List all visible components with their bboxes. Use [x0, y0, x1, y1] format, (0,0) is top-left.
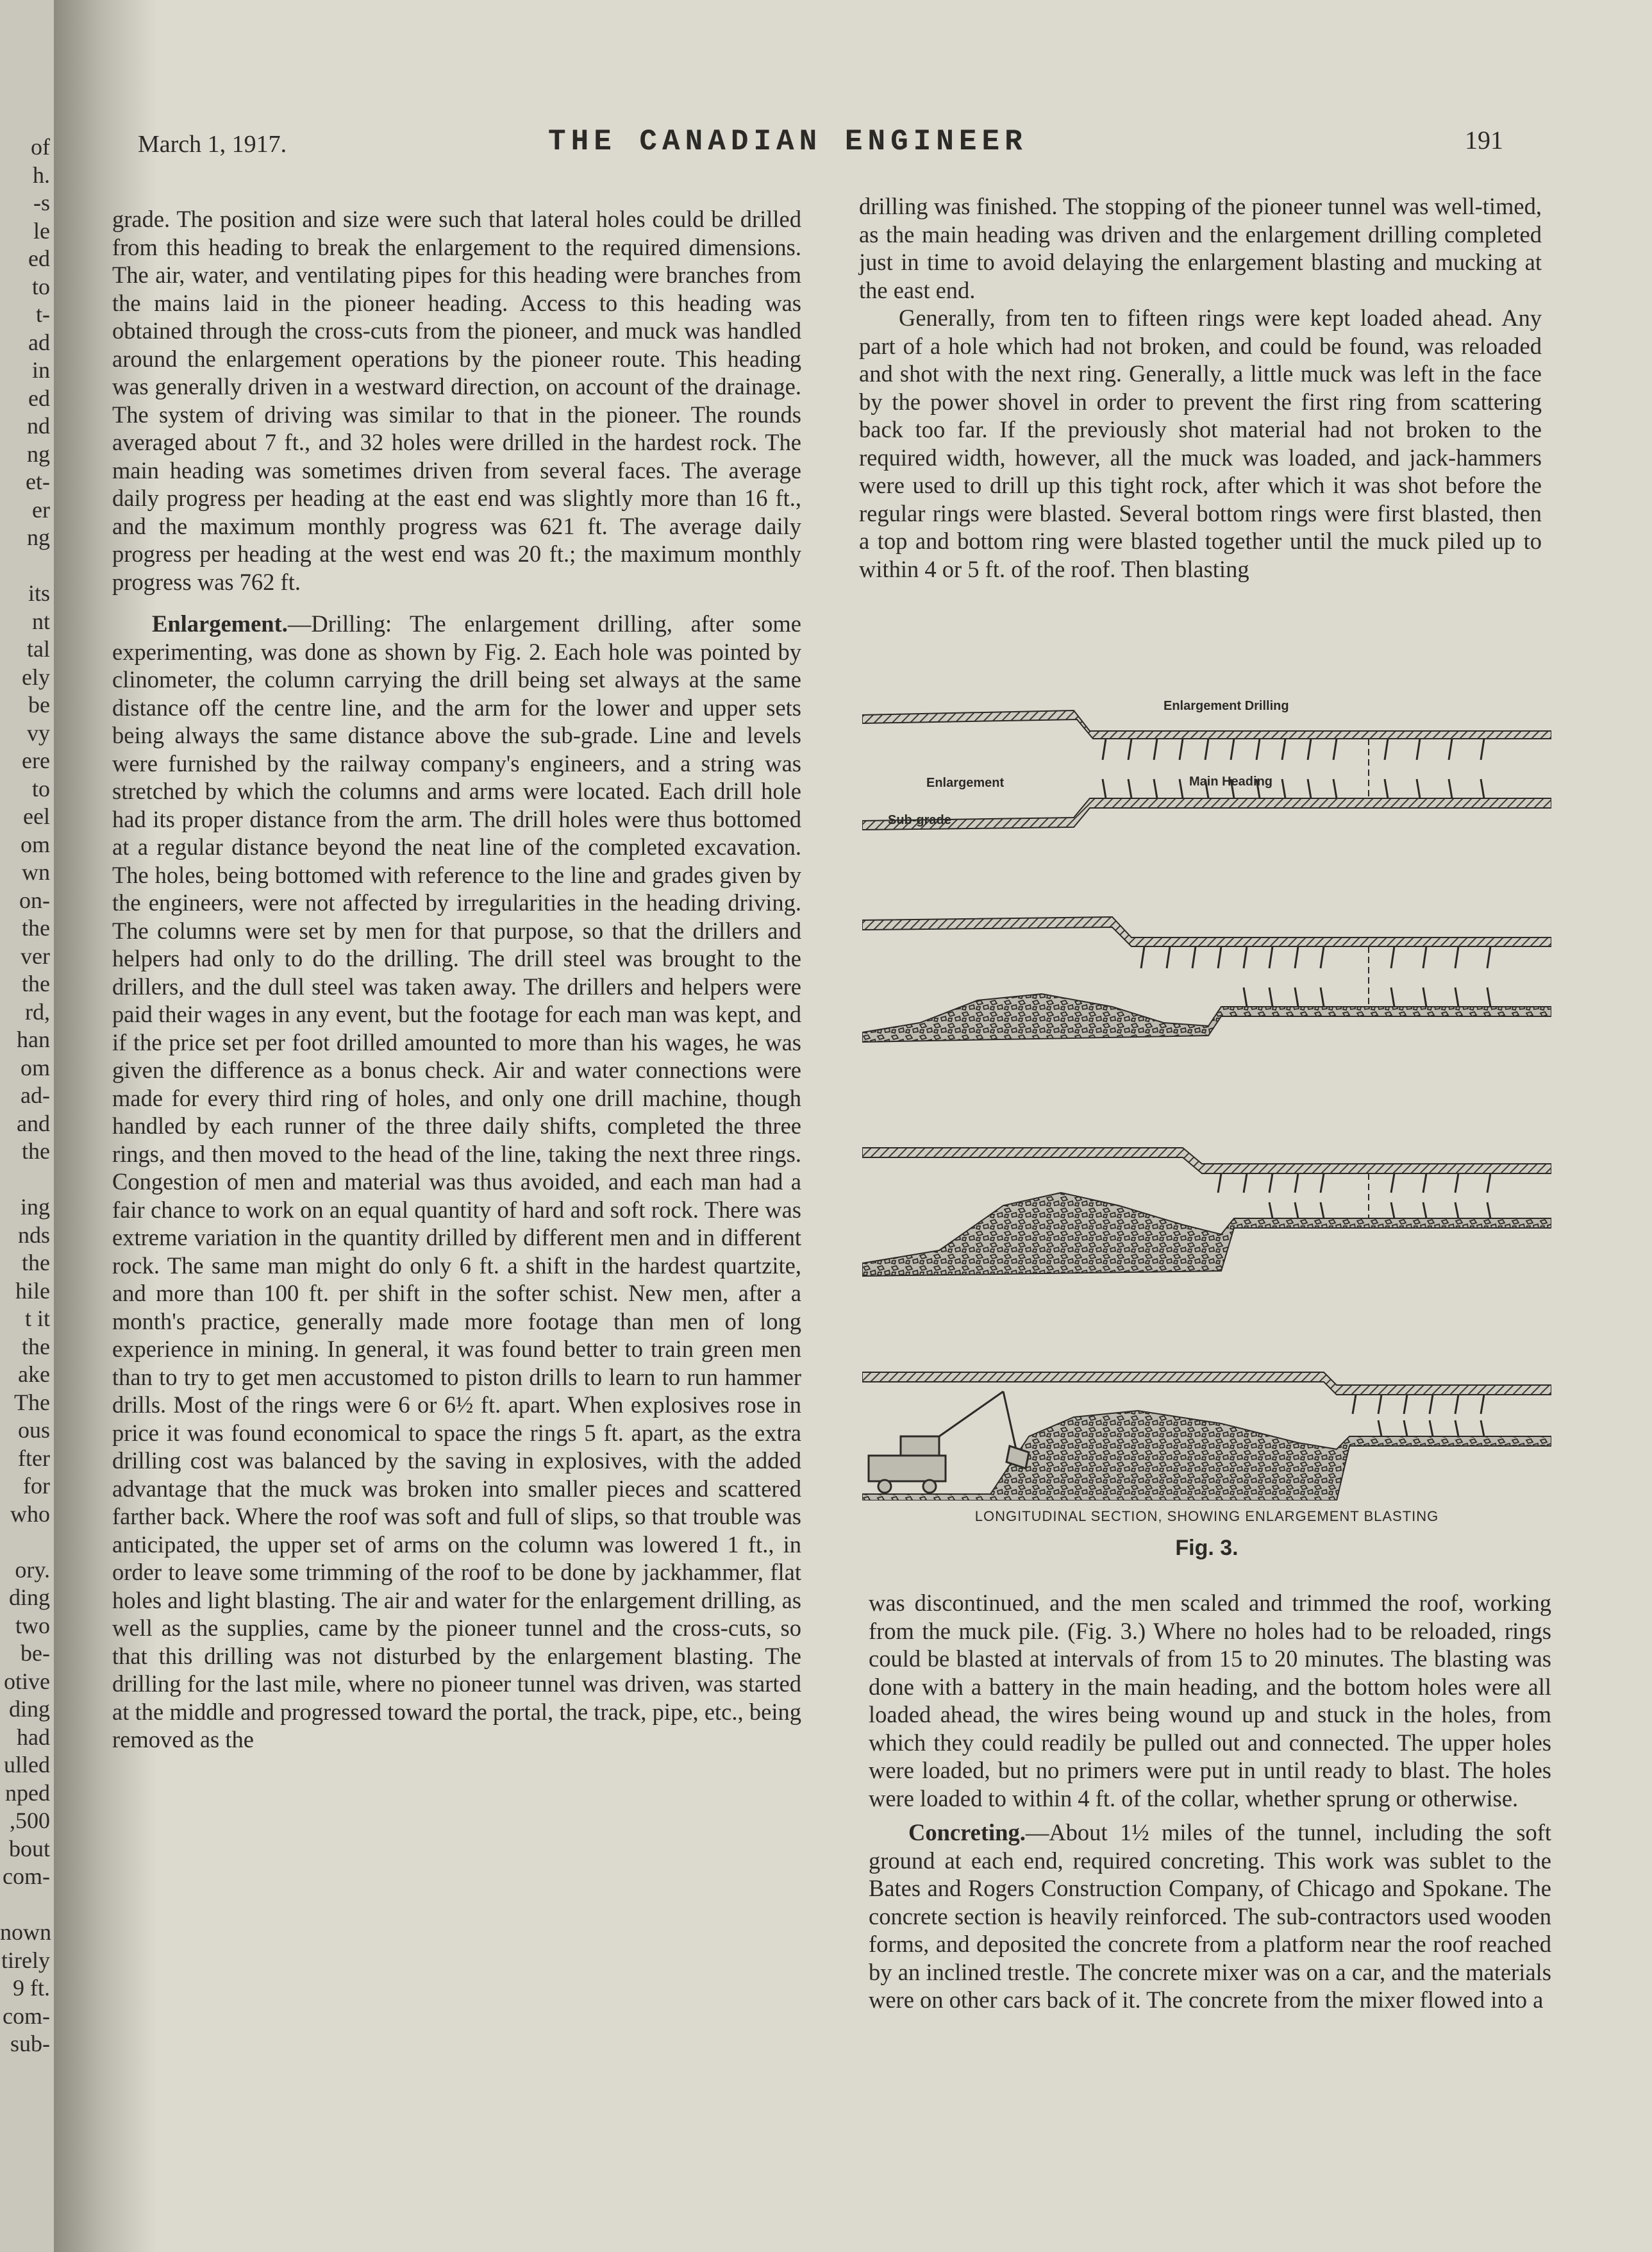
- previous-page-fragment: om: [20, 1054, 50, 1080]
- previous-page-fragment: et-: [26, 469, 50, 494]
- running-header: [138, 125, 1503, 164]
- previous-page-fragment: and: [17, 1110, 50, 1136]
- previous-page-fragment: had: [17, 1724, 50, 1750]
- label-enlargement-drilling: Enlargement Drilling: [1164, 699, 1289, 713]
- previous-page-fragment: be: [28, 692, 50, 718]
- previous-page-fragment: tal: [27, 636, 50, 662]
- previous-page-text-fragments: [0, 0, 54, 2058]
- previous-page-fragment: ed: [28, 385, 50, 411]
- previous-page-fragment: t-: [36, 301, 50, 327]
- previous-page-fragment: om: [20, 831, 50, 857]
- previous-page-edge: [0, 0, 54, 2252]
- previous-page-fragment: for: [23, 1473, 50, 1499]
- journal-title: THE CANADIAN ENGINEER: [548, 125, 1028, 158]
- previous-page-fragment: the: [22, 915, 50, 941]
- previous-page-fragment: of: [31, 134, 50, 160]
- previous-page-fragment: two: [15, 1612, 50, 1638]
- header-date: March 1, 1917.: [138, 131, 287, 158]
- previous-page-fragment: rd,: [25, 998, 50, 1025]
- figure-3: [862, 699, 1551, 1590]
- page-number: 191: [1465, 126, 1503, 155]
- previous-page-fragment: on-: [19, 887, 50, 913]
- previous-page-fragment: ely: [22, 664, 50, 690]
- paragraph-enlargement: [112, 610, 801, 1754]
- previous-page-fragment: nds: [17, 1222, 50, 1248]
- paragraph-pioneer-continuation: grade. The position and size were such that lateral holes could be drilled from this heading to break the enlargement to the required dimensions. The air, water, and ventilating pipes for this heading were branches from the mains laid in the pioneer heading. Access to this heading was obtained through the cross-cuts from the pioneer, and muck was handled around the enlargement operations by the pioneer route. This heading was generally driven in a westward direction, on account of the drainage. The system of driving was similar to that in the pioneer. The rounds averaged about 7 ft., and 32 holes were drilled in the hardest rock. The main heading was sometimes driven from several faces. The average daily progress per heading at the east end was slightly more than 16 ft., and the maximum monthly progress was 621 ft. The average daily progress per heading at the west end was 20 ft.; the maximum monthly progress was 762 ft.: [112, 206, 801, 595]
- previous-page-fragment: nd: [27, 413, 50, 439]
- previous-page-fragment: ulled: [4, 1752, 50, 1777]
- previous-page-fragment: ous: [17, 1417, 50, 1443]
- previous-page-fragment: the: [22, 971, 50, 996]
- previous-page-fragment: com-: [3, 1863, 50, 1889]
- previous-page-fragment: the: [22, 1138, 50, 1164]
- previous-page-fragment: bout: [8, 1835, 50, 1861]
- previous-page-fragment: [0, 552, 50, 580]
- previous-page-fragment: t it: [24, 1306, 50, 1331]
- previous-page-fragment: ng: [27, 525, 50, 550]
- previous-page-fragment: ing: [20, 1194, 50, 1220]
- previous-page-fragment: who: [10, 1500, 50, 1527]
- previous-page-fragment: 9 ft.: [13, 1975, 50, 2001]
- previous-page-fragment: le: [33, 217, 50, 244]
- previous-page-fragment: ng: [27, 441, 50, 467]
- right-column-bottom: [869, 1589, 1551, 2014]
- longitudinal-section-diagram: [862, 699, 1551, 1500]
- previous-page-fragment: ad: [28, 329, 50, 355]
- previous-page-fragment: ake: [18, 1361, 50, 1387]
- figure-label: Fig. 3.: [1175, 1536, 1239, 1560]
- previous-page-fragment: in: [31, 357, 50, 383]
- previous-page-fragment: the: [22, 1333, 50, 1359]
- previous-page-fragment: wn: [22, 859, 50, 885]
- paragraph-concreting: [869, 1819, 1551, 2014]
- previous-page-fragment: ver: [21, 943, 50, 969]
- previous-page-fragment: ed: [28, 246, 50, 271]
- label-enlargement: Enlargement: [926, 776, 1005, 790]
- previous-page-fragment: ere: [22, 748, 50, 773]
- previous-page-fragment: be-: [21, 1640, 50, 1666]
- previous-page-fragment: nown: [0, 1919, 51, 1945]
- label-sub-grade: Sub-grade: [888, 813, 951, 827]
- previous-page-fragment: -s: [33, 190, 50, 215]
- previous-page-fragment: ding: [8, 1696, 50, 1722]
- previous-page-fragment: tirely: [1, 1947, 50, 1973]
- paragraph-rings-loaded: Generally, from ten to fifteen rings were kept loaded ahead. Any part of a hole which had not broken, and could be found, was reloaded and shot with the next ring. Generally, a little muck was left in the face by the power shovel in order to prevent the first ring from scattering back too far. If the previously shot material had not broken to the required width, however, all the muck was loaded, and jack-hammers were used to drill up this tight rock, after which it was shot before the regular rings were blasted. Several bottom rings were first blasted, then a top and bottom ring were blasted together until the muck piled up to within 4 or 5 ft. of the roof. Then blasting: [859, 305, 1542, 582]
- section-heading-enlargement: Enlargement.: [152, 610, 288, 637]
- right-column-top: [859, 192, 1542, 583]
- previous-page-fragment: The: [14, 1389, 50, 1415]
- left-column: [112, 205, 801, 1754]
- figure-caption: LONGITUDINAL SECTION, SHOWING ENLARGEMENT BLASTING: [974, 1508, 1439, 1524]
- section-heading-concreting: Concreting.: [908, 1819, 1026, 1845]
- previous-page-fragment: nt: [31, 608, 50, 634]
- previous-page-fragment: its: [28, 580, 50, 606]
- previous-page-fragment: ad-: [21, 1082, 50, 1108]
- previous-page-fragment: [0, 1166, 50, 1194]
- previous-page-fragment: [0, 1891, 50, 1919]
- stage-1-section: [862, 710, 1551, 830]
- previous-page-fragment: fter: [18, 1445, 50, 1471]
- previous-page-fragment: hile: [15, 1277, 50, 1304]
- previous-page-fragment: ,500: [10, 1808, 50, 1833]
- previous-page-fragment: nped: [5, 1779, 50, 1806]
- previous-page-fragment: eel: [23, 803, 50, 829]
- previous-page-fragment: the: [22, 1250, 50, 1275]
- label-main-heading: Main Heading: [1189, 775, 1273, 789]
- previous-page-fragment: com-: [3, 2003, 50, 2029]
- previous-page-fragment: vy: [27, 719, 50, 746]
- previous-page-fragment: han: [17, 1027, 50, 1052]
- previous-page-fragment: [0, 1528, 50, 1556]
- paragraph-drilling-finished: drilling was finished. The stopping of the pioneer tunnel was well-timed, as the main heading was driven and the enlargement drilling completed just in time to avoid delaying the enlargement blasting and mucking at the east end.: [859, 193, 1542, 303]
- paragraph-blasting-discontinued: was discontinued, and the men scaled and trimmed the roof, working from the muck pile. (Fig. 3.) Where no holes had to be reloaded, rings could be blasted at intervals of from 15 to 20 minutes. The blasting was done with a battery in the main heading, and the bottom holes were all loaded ahead, the wires being wound up and stuck in the holes, from which they could readily be pulled out and connected. The upper holes were loaded, but no primers were put in until ready to blast. The holes were loaded to within 4 ft. of the collar, whether sprung or otherwise.: [869, 1590, 1551, 1811]
- previous-page-fragment: to: [31, 273, 50, 299]
- stage-3-section: [862, 1148, 1551, 1276]
- previous-page-fragment: ding: [8, 1584, 50, 1610]
- previous-page-fragment: h.: [33, 162, 50, 188]
- stage-2-section: [862, 917, 1551, 1042]
- previous-page-fragment: er: [32, 496, 50, 523]
- concreting-body: —About 1½ miles of the tunnel, including the soft ground at each end, required concreting. This work was sublet to the Bates and Rogers Construction Company, of Chicago and Spokane. The concrete section is heavily reinforced. The sub-contractors used wooden forms, and deposited the concrete from a platform near the roof reached by an inclined trestle. The concrete mixer was on a car, and the materials were on other cars back of it. The concrete from the mixer flowed into a: [869, 1819, 1551, 2013]
- previous-page-fragment: sub-: [10, 2031, 50, 2056]
- previous-page-fragment: ory.: [15, 1556, 50, 1583]
- enlargement-body: —Drilling: The enlargement drilling, after some experimenting, was done as shown by Fig. 2. Each hole was pointed by clinometer, the column carrying the drill being set always at the same distance off the centre line, and the arm for the lower and upper sets being always the same distance above the sub-grade. Line and levels were furnished by the railway company's engineers, and a string was stretched by which the columns and arms were located. Each drill hole had its proper distance from the arm. The drill holes were thus bottomed at a regular distance beyond the neat line of the completed excavation. The holes, being bottomed with reference to the line and grades given by the engineers, were not affected by irregularities in the heading driving. The columns were set by men for that purpose, so that the drillers and helpers had only to do the drilling. The drill steel was brought to the drillers, and the dull steel was taken away. The drillers and helpers were paid their wages in any event, but the footage for each man was kept, and if the price set per foot drilled amounted to more than his wages, he was given the difference as a bonus check. Air and water connections were made for every third ring of holes, and only one drill machine, though handled by each runner of the three daily shifts, completed the three rings, and then moved to the head of the line, taking the next three rings. Congestion of men and material was thus avoided, and each man had a fair chance to work on an equal quantity of hard and soft rock. There was extreme variation in the quantity drilled by different men and in different rock. The same man might do only 6 ft. a shift in the hardest quartzite, and more than 100 ft. per shift in the softer schist. New men, after a month's practice, generally made more footage than men of long experience in mining. In general, it was found better to train green men than to try to get men accustomed to piston drills to learn to run hammer drills. Most of the rings were 6 or 6½ ft. apart. When explosives rose in price it was found economical to space the rings 5 ft. apart, as the extra drilling cost was balanced by the saving in explosives, with the added advantage that the muck was broken into smaller pieces and scattered farther back. Where the roof was soft and full of slips, so that trouble was anticipated, the upper set of arms on the column was lowered 1 ft., in order to leave some trimming of the roof to be done by jackhammer, flat holes and light blasting. The air and water for the enlargement drilling, as well as the supplies, came by the pioneer tunnel and the cross-cuts, so that this drilling was not disturbed by the enlargement blasting. The drilling for the last mile, where no pioneer tunnel was driven, was started at the middle and progressed toward the portal, the track, pipe, etc., being removed as the: [112, 610, 801, 1752]
- stage-4-section: [862, 1372, 1551, 1500]
- previous-page-fragment: to: [31, 775, 50, 802]
- previous-page-fragment: otive: [4, 1668, 50, 1694]
